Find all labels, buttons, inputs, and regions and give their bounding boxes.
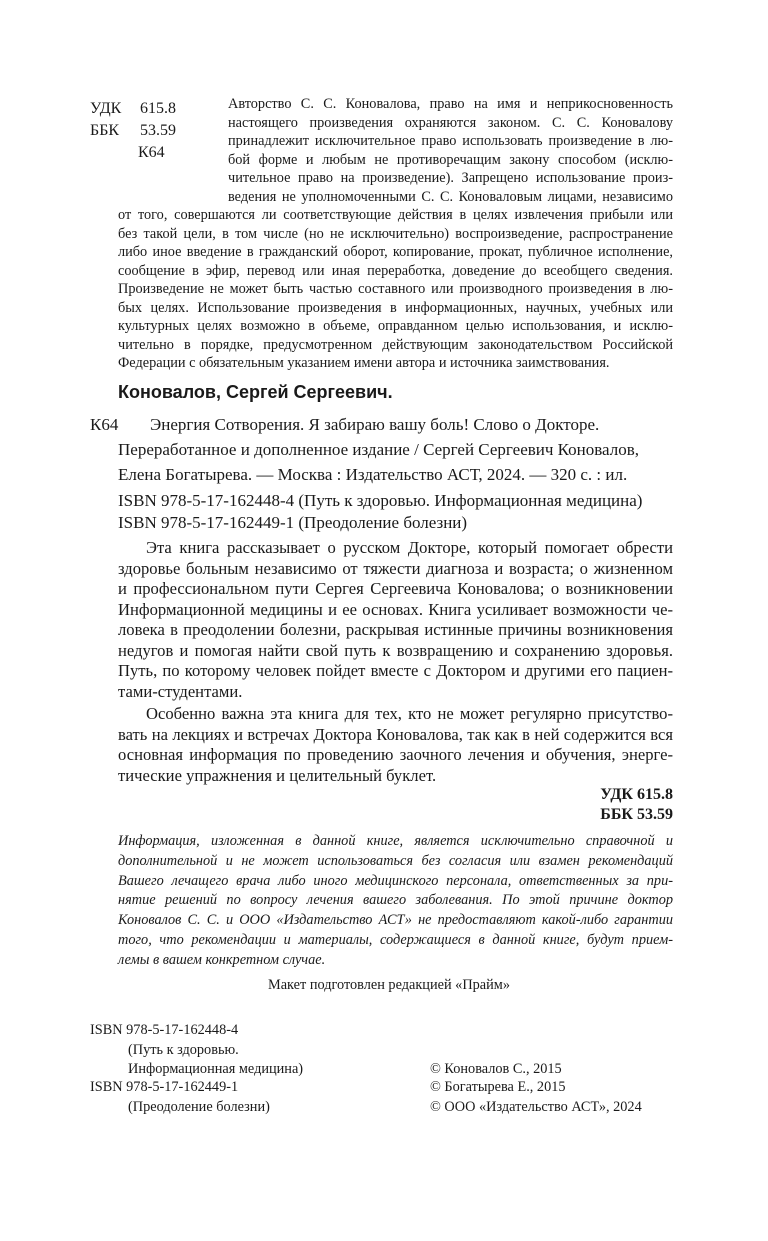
disclaimer-line: Коновалов С. С. и ООО «Издательство АСТ» не предоставляют какой-либо гарантии: [118, 912, 673, 929]
annotation-line: Эта книга рассказывает о русском Докторе, который помогает обрести: [146, 538, 673, 557]
copyright-notice-line: либо иное введение в гражданский оборот, копирование, прокат, публичное исполнение,: [118, 244, 673, 260]
layout-credit: Макет подготовлен редакцией «Прайм»: [268, 977, 510, 993]
annotation-line: здоровье больным независимо от тяжести диагноза и возраста; о жизненном: [118, 558, 673, 578]
copyright-notice-line: Произведение не может быть частью составного или производного произведения в лю-: [118, 281, 673, 297]
udk-value: 615.8: [140, 100, 176, 117]
bibliography-line: Елена Богатырева. — Москва : Издательство АСТ, 2024. — 320 с. : ил.: [118, 465, 628, 484]
udk-row: [90, 98, 200, 120]
footer-isbn-1: ISBN 978-5-17-162448-4: [90, 1022, 239, 1038]
copyright-notice-line: культурных целях возможно в объеме, оправданном целью использования, и исклю-: [118, 318, 673, 334]
annotation-line: вать на лекциях и встречах Доктора Коновалова, так как в ней содержится вся: [118, 724, 673, 744]
copyright-notice-line: бой форме и любым не противоречащим закону способом (исклю-: [228, 152, 673, 168]
copyright-notice-line: сообщение в эфир, перевод или иная переработка, доведение до всеобщего сведения.: [118, 263, 673, 279]
copyright-line: © Богатырева Е., 2015: [430, 1079, 566, 1095]
author-mark: К64: [138, 144, 165, 161]
annotation-line: тические упражнения и целительный буклет.: [118, 765, 437, 785]
isbn-line: ISBN 978-5-17-162448-4 (Путь к здоровью. Информационная медицина): [118, 491, 643, 510]
copyright-notice-line: без такой цели, в том числе (но не исключительно) воспроизведение, распространение: [118, 226, 673, 242]
footer-isbn-2-note: (Преодоление болезни): [128, 1099, 270, 1115]
bbk-value: 53.59: [140, 122, 176, 139]
author-heading: Коновалов, Сергей Сергеевич.: [118, 382, 393, 402]
classification-block: [90, 98, 200, 161]
bibliography-mark: К64: [90, 415, 119, 434]
disclaimer-line: того, что рекомендации и материалы, содержащиеся в данной книге, будут прием-: [118, 931, 673, 948]
udk-full: УДК 615.8: [600, 786, 673, 803]
copyright-notice-line: ведения не уполномоченными С. С. Коноваловым лицами, независимо: [228, 189, 673, 205]
annotation-line: недугов и помогая найти свой путь к возвращению и сохранению здоровья.: [118, 640, 673, 660]
udk-label: УДК: [90, 100, 122, 117]
annotation-line: Путь, по которому человек пойдет вместе с Доктором и другими его пациен-: [118, 661, 673, 680]
bbk-label: ББК: [90, 122, 120, 139]
disclaimer-line: дополнительной и не может использоваться без согласия или взамен рекомендаций: [118, 852, 673, 869]
copyright-notice-line: Федерации с обязательным указанием имени автора и источника заимствования.: [118, 355, 610, 371]
copyright-notice-line: настоящего произведения охраняются законом. С. С. Коновалову: [228, 115, 673, 131]
bibliography-line: Энергия Сотворения. Я забираю вашу боль! Слово о Докторе.: [150, 415, 600, 434]
annotation-line: Информационной медицины и ее основах. Книга усиливает возможности че-: [118, 599, 673, 619]
copyright-notice-line: чительно в порядке, предусмотренном действующим законодательством Российской: [118, 337, 673, 353]
footer-isbn-2: ISBN 978-5-17-162449-1: [90, 1079, 239, 1095]
annotation-line: ловека в преодолении болезни, раскрывая истинные причины возникновения: [118, 620, 673, 639]
annotation: [118, 538, 673, 786]
copyright-notice-line: от того, совершаются ли соответствующие действия в целях извлечения прибыли или: [118, 207, 673, 223]
bibliography-line: Переработанное и дополненное издание / Сергей Сергеевич Коновалов,: [118, 440, 640, 459]
isbn-line: ISBN 978-5-17-162449-1 (Преодоление болезни): [118, 513, 468, 532]
disclaimer: [118, 832, 673, 971]
annotation-line: тами-студентами.: [118, 681, 243, 701]
copyright-line: © Коновалов С., 2015: [430, 1061, 562, 1077]
footer-isbn-1-note: (Путь к здоровью.: [128, 1042, 239, 1058]
bbk-row: [90, 120, 200, 142]
copyright-notice-line: Авторство С. С. Коновалова, право на имя и неприкосновенность: [228, 96, 673, 112]
disclaimer-line: Вашего лечащего врача либо иного медицинского персонала, ответственных за при-: [118, 872, 673, 889]
disclaimer-line: лемы в вашем конкретном случае.: [118, 951, 326, 968]
disclaimer-line: Информация, изложенная в данной книге, является исключительно справочной и: [118, 833, 673, 849]
annotation-line: основная информация по проведению заочного лечения и обучения, энерге-: [118, 745, 673, 764]
copyright-line: © ООО «Издательство АСТ», 2024: [430, 1099, 642, 1115]
copyright-notice-line: бых целях. Использование произведения в информационных, научных, учебных или: [118, 300, 673, 316]
bbk-full: ББК 53.59: [600, 806, 673, 823]
footer-isbn-1-note: Информационная медицина): [128, 1061, 304, 1077]
disclaimer-line: нятие решений по вопросу лечения вашего заболевания. По этой причине доктор: [118, 892, 673, 909]
copyright-notice-line: чительное право на произведение). Запрещено использование произ-: [228, 170, 673, 186]
annotation-line: Особенно важна эта книга для тех, кто не может регулярно присутство-: [146, 704, 673, 723]
copyright-notice-line: принадлежит исключительное право использовать произведение в лю-: [228, 133, 673, 149]
annotation-line: и профессиональном пути Сергея Сергеевича Коновалова; о возникновении: [118, 579, 673, 598]
